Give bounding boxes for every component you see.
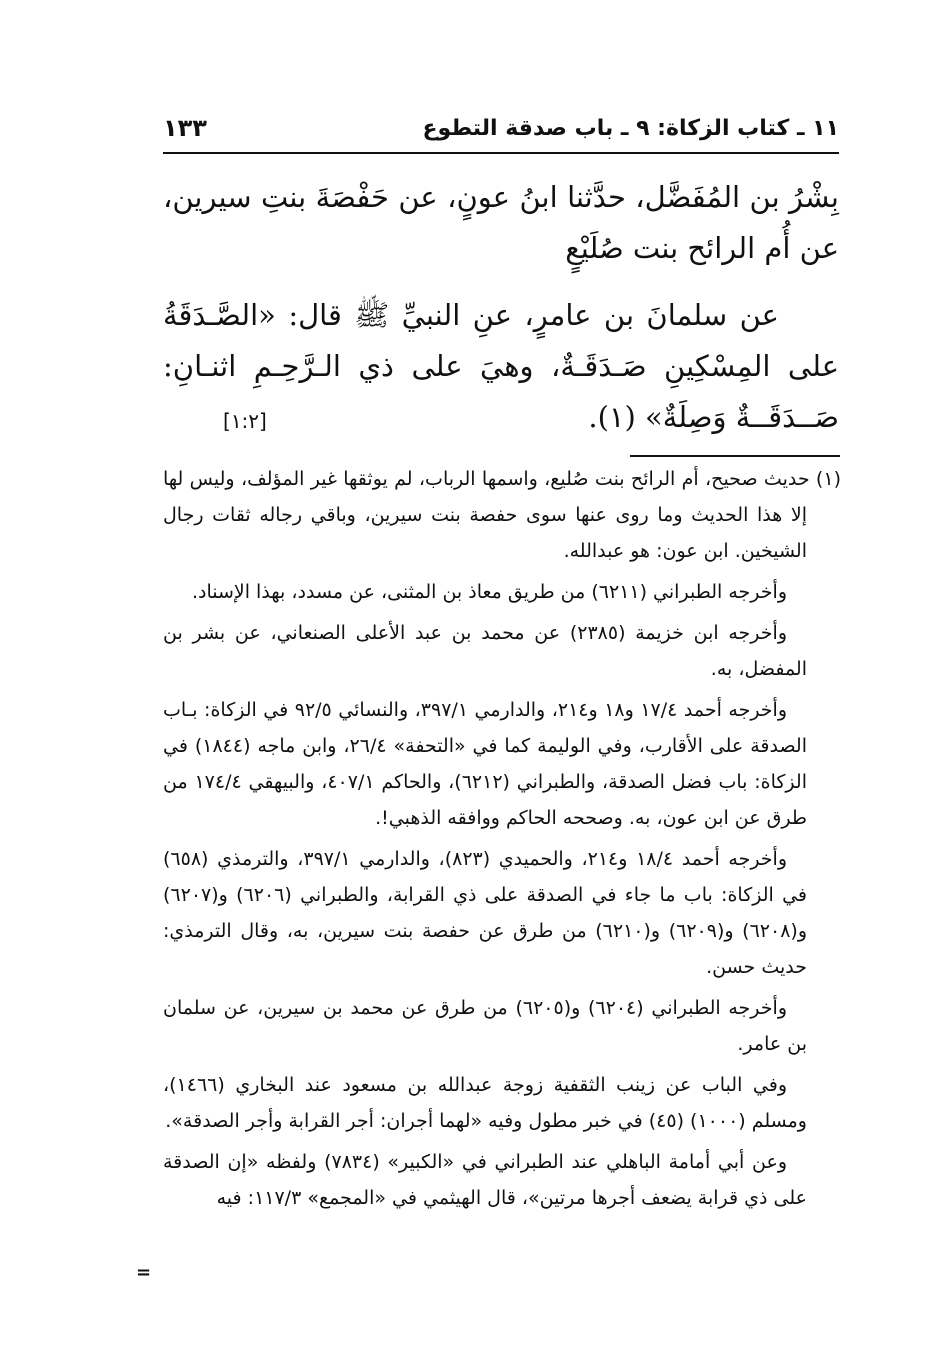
footnote-paragraph: وأخرجه الطبراني (٦٢٠٤) و(٦٢٠٥) من طرق عن محمد بن سيرين، عن سلمان بن عامر. bbox=[163, 997, 807, 1055]
running-head: ١١ ـ كتاب الزكاة: ٩ ـ باب صدقة التطوع bbox=[422, 116, 839, 141]
hadith-paragraph bbox=[163, 290, 839, 443]
footnote-paragraph: وعن أبي أمامة الباهلي عند الطبراني في «الكبير» (٧٨٣٤) ولفظه «إن الصدقة على ذي قرابة يضعف أجرها مرتين»، قال الهيثمي في «المجمع» ١١٧/٣: فيه bbox=[163, 1151, 807, 1209]
footnote-paragraph: وأخرجه أحمد ١٨/٤ و٢١٤، والحميدي (٨٢٣)، والدارمي ٣٩٧/١، والترمذي (٦٥٨) في الزكاة: باب ما جاء في الصدقة على ذي القرابة، والطبراني (٦٢٠٦) و(٦٢٠٧) و(٦٢٠٨) و(٦٢٠٩) و(٦٢١٠) من طرق عن حفصة بنت سيرين، به، وقال الترمذي: حديث حسن. bbox=[163, 848, 808, 978]
continuation-mark: = bbox=[136, 1262, 152, 1283]
page-number: ١٣٣ bbox=[163, 114, 207, 142]
footnote-paragraph: وفي الباب عن زينب الثقفية زوجة عبدالله بن مسعود عند البخاري (١٤٦٦)، ومسلم (١٠٠٠) (٤٥) في خبر مطول وفيه «لهما أجران: أجر القرابة وأجر الصدقة». bbox=[163, 1074, 807, 1132]
footnote-separator bbox=[630, 455, 840, 457]
footnote-paragraph: وأخرجه الطبراني (٦٢١١) من طريق معاذ بن المثنى، عن مسدد، بهذا الإسناد. bbox=[191, 581, 787, 603]
footnote-1: (١) حديث صحيح، أم الرائح بنت صُليع، واسمها الرباب، لم يوثقها غير المؤلف، وليس لها إلا هذا الحديث وما روى عنها سوى حفصة بنت سيرين، وباقي رجاله ثقات رجال الشيخين. ابن عون: هو عبدالله. bbox=[163, 468, 841, 562]
footnote-paragraph: وأخرجه ابن خزيمة (٢٣٨٥) عن محمد بن عبد الأعلى الصنعاني، عن بشر بن المفضل، به. bbox=[163, 622, 807, 680]
hadith-reference: [١:٢] bbox=[223, 409, 267, 433]
isnad-paragraph: بِشْرُ بن المُفَضَّل، حدَّثنا ابنُ عونٍ، عن حَفْصَةَ بنتِ سيرين، عن أُم الرائح بنت صُلَيْعٍ bbox=[163, 180, 839, 265]
footnotes bbox=[163, 461, 841, 1221]
page-header bbox=[163, 112, 839, 154]
main-text bbox=[163, 172, 839, 447]
hadith-text: عن سلمانَ بن عامرٍ، عنِ النبيِّ ﷺ قال: «الصَّـدَقَةُ على المِسْكِينِ صَـدَقَـةٌ، وهيَ على ذي الـرَّحِـمِ اثنـانِ: صَــدَقَــةٌ وَصِلَةٌ» (١). bbox=[163, 298, 839, 434]
footnote-paragraph: وأخرجه أحمد ١٧/٤ و١٨ و٢١٤، والدارمي ٣٩٧/١، والنسائي ٩٢/٥ في الزكاة: بـاب الصدقة على الأقارب، وفي الوليمة كما في «التحفة» ٢٦/٤، وابن ماجه (١٨٤٤) في الزكاة: باب فضل الصدقة، والطبراني (٦٢١٢)، والحاكم ٤٠٧/١، والبيهقي ١٧٤/٤ من طرق عن ابن عون، به. وصححه الحاكم ووافقه الذهبي!. bbox=[163, 699, 807, 829]
